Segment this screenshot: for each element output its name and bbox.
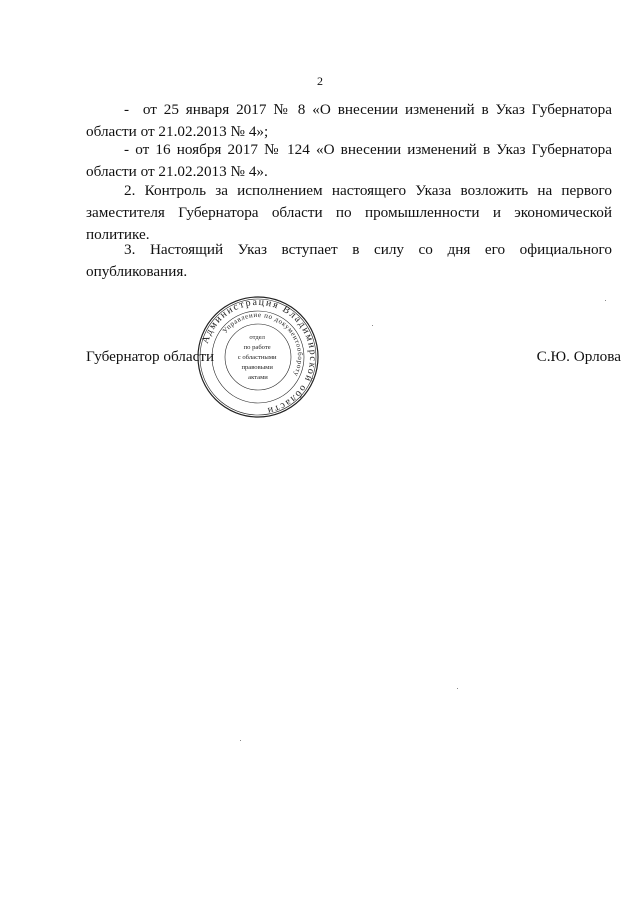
official-seal [196, 295, 320, 419]
signatory-name: С.Ю. Орлова [536, 348, 621, 365]
page-number: 2 [317, 74, 323, 88]
scan-speck [605, 300, 606, 301]
scan-speck [372, 325, 373, 326]
amendment-item-2: - от 16 ноября 2017 № 124 «О внесении изменений в Указ Губернатора области от 21.02.2013 № 4». [86, 141, 612, 180]
seal-outer-text: Администрация Владимирской области [199, 296, 319, 417]
amendment-item-1: - от 25 января 2017 № 8 «О внесении изменений в Указ Губернатора области от 21.02.2013 № 4»; [86, 101, 612, 140]
signatory-title: Губернатор области [86, 348, 215, 365]
seal-inner-text: Управление по документообороту [220, 310, 305, 379]
seal-center-text: отдел по работе с областными правовыми актами [237, 334, 277, 381]
scan-speck [457, 688, 458, 689]
effective-date-clause: 3. Настоящий Указ вступает в силу со дня его официального опубликования. [86, 241, 612, 280]
control-clause: 2. Контроль за исполнением настоящего Указа возложить на первого заместителя Губернатора области по промышленности и экономической политике. [86, 182, 612, 243]
scan-speck [240, 740, 241, 741]
